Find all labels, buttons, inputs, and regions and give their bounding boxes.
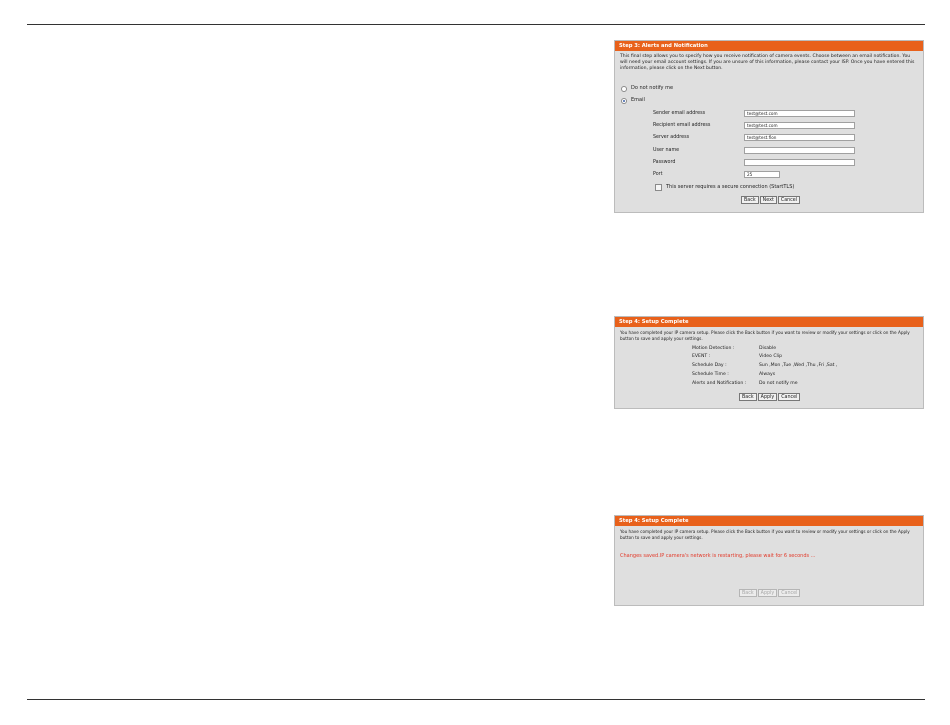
apply-button: Apply [758,589,778,597]
starttls-label: This server requires a secure connection (StartTLS) [666,184,795,190]
starttls-option[interactable] [655,184,794,191]
top-divider [27,24,925,25]
back-button[interactable]: Back [739,393,757,401]
password-input[interactable] [744,159,855,166]
port-input[interactable]: 25 [744,171,780,178]
restart-status-message: Changes saved.IP camera's network is restarting, please wait for 6 seconds ... [620,553,816,559]
summary-label: Schedule Time : [692,372,729,377]
starttls-checkbox[interactable] [655,184,662,191]
back-button: Back [739,589,757,597]
back-button[interactable]: Back [741,196,759,204]
summary-label: Alerts and Notification : [692,381,747,386]
summary-value: Do not notify me [759,381,798,386]
apply-button[interactable]: Apply [758,393,778,401]
cancel-button: Cancel [778,589,800,597]
summary-value: Sun ,Mon ,Tue ,Wed ,Thu ,Fri ,Sat , [759,363,838,368]
summary-value: Video Clip [759,354,783,359]
sender-email-label: Sender email address [653,111,706,116]
step4-restart-panel [614,515,924,606]
summary-value: Always [759,372,776,377]
step4-restart-button-group [739,589,800,597]
step4-summary-title: Step 4: Setup Complete [615,317,923,327]
summary-value: Disable [759,346,777,351]
summary-label: Motion Detection : [692,346,735,351]
password-label: Password [653,160,676,165]
radio-do-not-notify-label: Do not notify me [631,85,674,91]
step3-description: This final step allows you to specify how you receive notification of camera events. Choose between an email notification. You will need your email account settings. If you are unsure of this information, please contact your ISP. Once you have entered this information, please click on the Next button. [620,54,915,71]
radio-on-icon[interactable] [621,98,627,104]
step3-panel [614,40,924,213]
summary-label: EVENT : [692,354,711,359]
radio-email[interactable] [621,97,645,104]
step3-button-group [741,196,800,204]
user-name-label: User name [653,148,680,153]
server-address-label: Server address [653,135,690,140]
summary-label: Schedule Day : [692,363,727,368]
next-button[interactable]: Next [760,196,777,204]
user-name-input[interactable] [744,147,855,154]
recipient-email-input[interactable]: test@test.com [744,122,855,129]
step4-summary-panel [614,316,924,409]
radio-off-icon[interactable] [621,86,627,92]
cancel-button[interactable]: Cancel [778,196,800,204]
port-label: Port [653,172,663,177]
step4-summary-button-group [739,393,800,401]
radio-do-not-notify[interactable] [621,85,673,92]
step3-title: Step 3: Alerts and Notification [615,41,923,51]
cancel-button[interactable]: Cancel [778,393,800,401]
step4-restart-title: Step 4: Setup Complete [615,516,923,526]
server-address-input[interactable]: test@test.flon [744,134,855,141]
recipient-email-label: Recipient email address [653,123,711,128]
sender-email-input[interactable]: test@test.com [744,110,855,117]
bottom-divider [27,699,925,700]
step4-restart-description: You have completed your IP camera setup. Please click the Back button if you want to review or modify your settings or click on the Apply button to save and apply your settings. [620,529,910,540]
radio-email-label: Email [631,97,645,103]
step4-summary-description: You have completed your IP camera setup. Please click the Back button if you want to review or modify your settings or click on the Apply button to save and apply your settings. [620,330,910,341]
